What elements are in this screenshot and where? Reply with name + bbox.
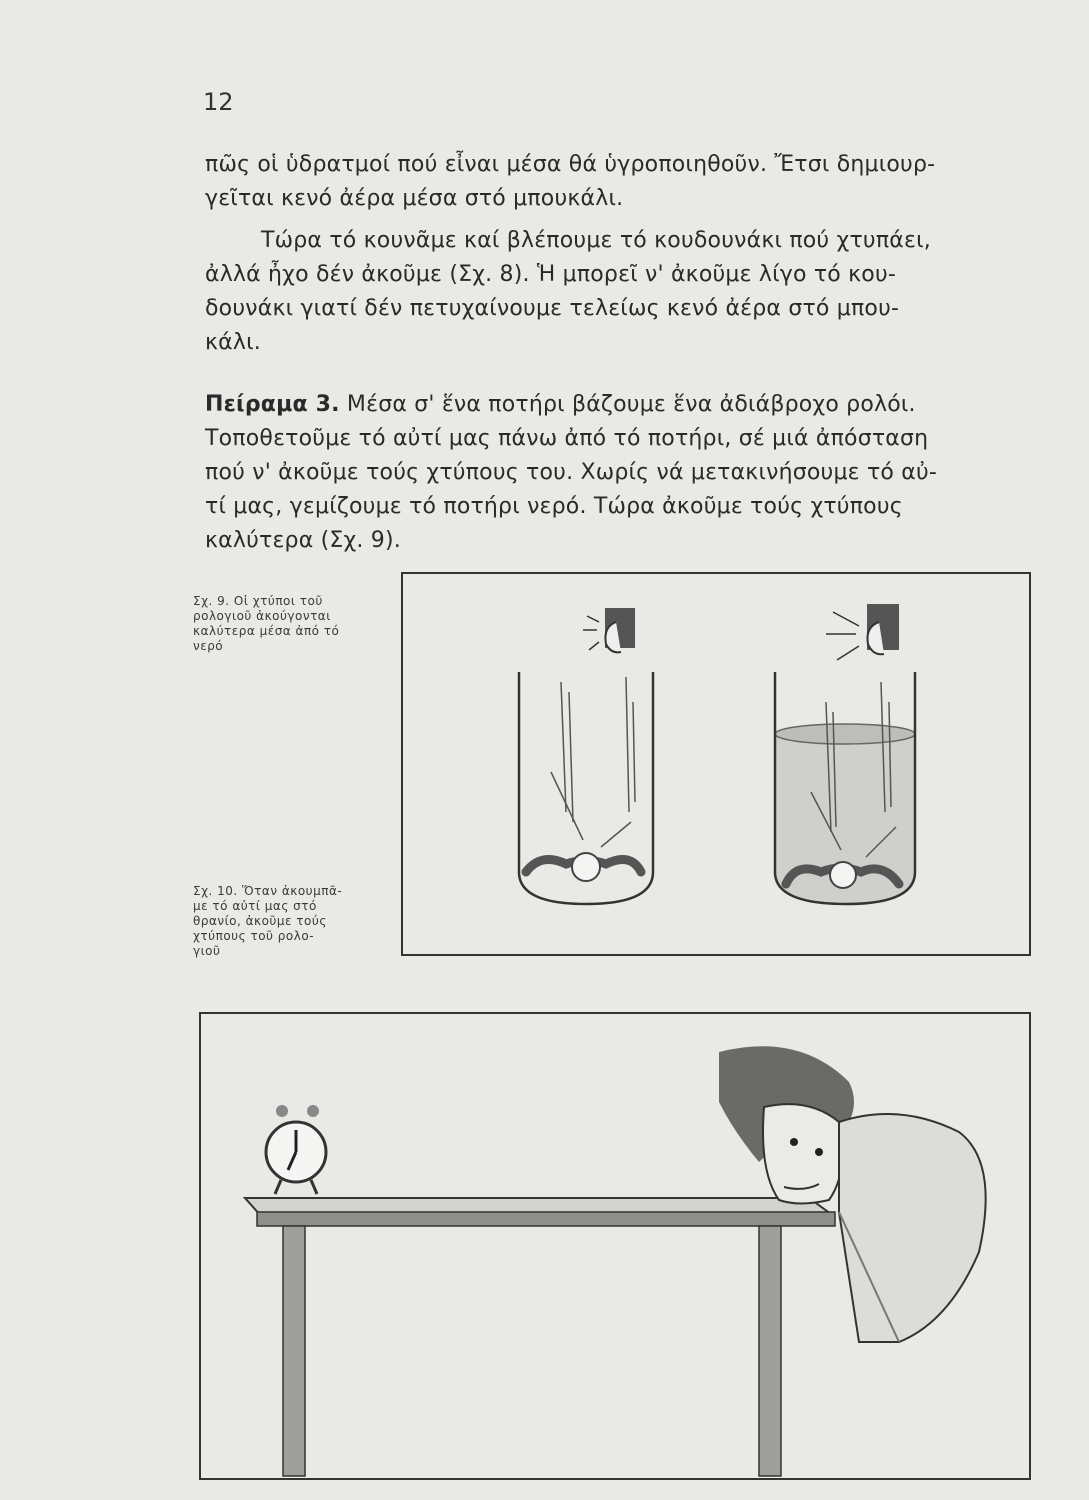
- text-line: καλύτερα (Σχ. 9).: [205, 528, 401, 553]
- text-line: Τοποθετοῦμε τό αὐτί μας πάνω ἀπό τό ποτήρι, σέ μιά ἀπόσταση: [205, 426, 929, 451]
- caption-figure-10: [193, 884, 393, 959]
- figure-10-clock-desk: [199, 1012, 1031, 1480]
- page-number: 12: [203, 88, 234, 116]
- text-line: ἀλλά ἦχο δέν ἀκοῦμε (Σχ. 8). Ἡ μπορεῖ ν' ἀκοῦμε λίγο τό κου-: [205, 262, 897, 287]
- text-line: τί μας, γεμίζουμε τό ποτήρι νερό. Τώρα ἀκοῦμε τούς χτύπους: [205, 494, 903, 519]
- caption-line: χτύπους τοῦ ρολο-: [193, 929, 315, 943]
- text-line: Τώρα τό κουνᾶμε καί βλέπουμε τό κουδουνάκι πού χτυπάει,: [261, 228, 931, 253]
- figure-9-glasses: [401, 572, 1031, 956]
- text-line: πού ν' ἀκοῦμε τούς χτύπους του. Χωρίς νά μετακινήσουμε τό αὐ-: [205, 460, 938, 485]
- ear-icon-right: [826, 604, 899, 660]
- text-line: κάλι.: [205, 330, 261, 355]
- experiment-label: Πείραμα 3.: [205, 392, 340, 417]
- caption-line: Σχ. 9. Οἱ χτύποι τοῦ: [193, 594, 323, 608]
- ear-icon-left: [583, 608, 635, 652]
- experiment-paragraph: [205, 388, 1041, 558]
- text-line: πῶς οἱ ὑδρατμοί πού εἶναι μέσα θά ὑγροποιηθοῦν. Ἔτσι δημιουρ-: [205, 152, 936, 177]
- water-glass: [775, 672, 915, 904]
- desk: [245, 1198, 835, 1476]
- text-line: [205, 388, 1041, 422]
- paragraph-2: [205, 224, 1041, 360]
- student-head: [719, 1046, 854, 1203]
- text-line: δουνάκι γιατί δέν πετυχαίνουμε τελείως κενό ἀέρα στό μπου-: [205, 296, 900, 321]
- alarm-clock-icon: [266, 1105, 326, 1194]
- text-line: γεῖται κενό ἀέρα μέσα στό μπουκάλι.: [205, 186, 624, 211]
- caption-line: με τό αὐτί μας στό: [193, 899, 317, 913]
- caption-line: θρανίο, ἀκοῦμε τούς: [193, 914, 327, 928]
- experiment-first-line: Μέσα σ' ἕνα ποτήρι βάζουμε ἕνα ἀδιάβροχο ρολόι.: [339, 392, 916, 417]
- caption-figure-9: [193, 594, 393, 654]
- caption-line: νερό: [193, 639, 224, 653]
- paragraph-1: [205, 148, 1041, 216]
- caption-line: ρολογιοῦ ἀκούγονται: [193, 609, 331, 623]
- caption-line: γιοῦ: [193, 944, 221, 958]
- empty-glass: [519, 672, 653, 904]
- student-body: [839, 1114, 986, 1342]
- caption-line: καλύτερα μέσα ἀπό τό: [193, 624, 340, 638]
- caption-line: Σχ. 10. Ὅταν ἀκουμπᾶ-: [193, 884, 343, 898]
